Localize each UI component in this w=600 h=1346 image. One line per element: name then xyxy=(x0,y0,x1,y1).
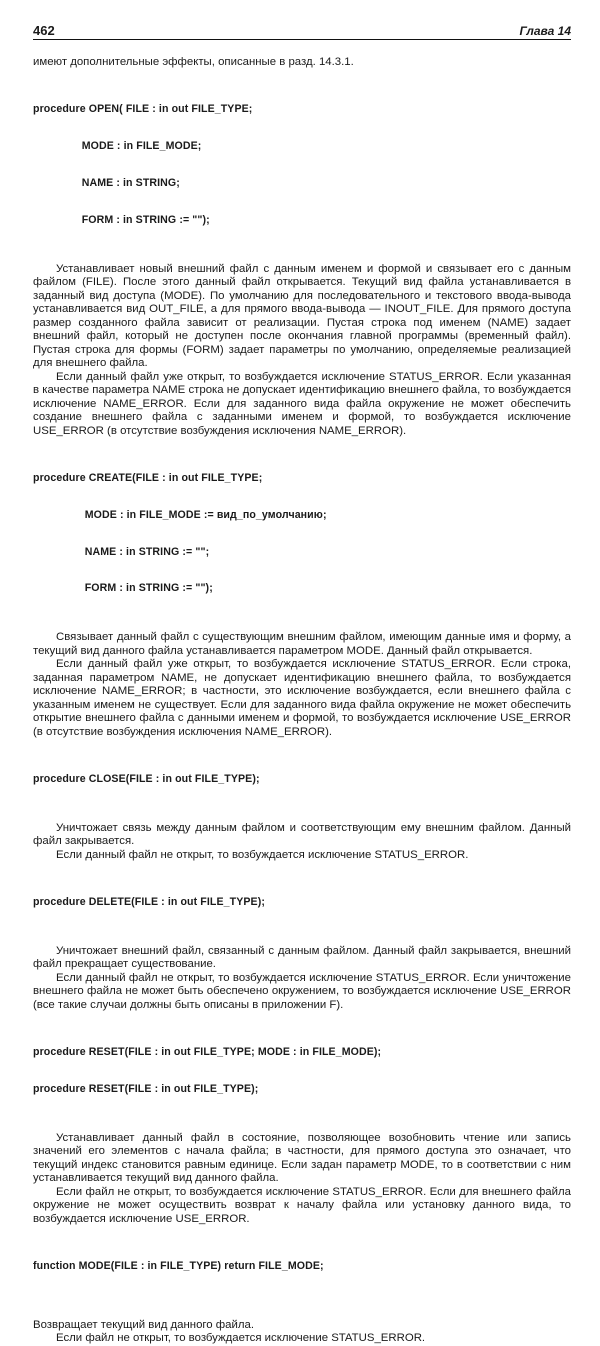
paragraph: Устанавливает новый внешний файл с данным именем и формой и связывает его с данным файлом (FILE). После этого данный файл открывается. Текущий вид файла устанавливается в заданный вид доступа (MODE). По умолчанию для последовательного и текстового ввода-вывода устанавливается вид OUT_FILE, а для прямого ввода-вывода — INOUT_FILE. Для прямого доступа размер созданного файла зависит от реализации. Пустая строка под именем (NAME) задает внешний файл, который не доступен после окончания главной программы (временный файл). Пустая строка для формы (FORM) задает параметры по умолчанию, определяемые реализацией для внешнего файла. xyxy=(33,262,571,370)
paragraph: Если данный файл уже открыт, то возбуждается исключение STATUS_ERROR. Если указанная в качестве параметра NAME строка не допускает идентификацию внешнего файла, то возбуждается исключение NAME_ERROR. Если для заданного вида файла окружение не может обеспечить создание внешнего файла с заданными именем и формой, то возбуждается исключение USE_ERROR (в отсутствие возбуждения исключения NAME_ERROR). xyxy=(33,370,571,437)
code-line: procedure CREATE(FILE : in out FILE_TYPE; xyxy=(33,471,263,484)
code-line: MODE : in FILE_MODE; xyxy=(33,139,202,152)
code-line: function MODE(FILE : in FILE_TYPE) return FILE_MODE; xyxy=(33,1259,324,1272)
code-line: procedure DELETE(FILE : in out FILE_TYPE); xyxy=(33,895,265,908)
paragraph: Если данный файл не открыт, то возбуждается исключение STATUS_ERROR. Если уничтожение внешнего файла не может быть обеспечено окружением, то возбуждается исключение USE_ERROR (все такие случаи должны быть описаны в приложении F). xyxy=(33,971,571,1011)
code-line: FORM : in STRING := ""); xyxy=(33,582,213,595)
paragraph: Уничтожает внешний файл, связанный с данным файлом. Данный файл закрывается, внешний файл прекращает существование. xyxy=(33,944,571,971)
page-body xyxy=(33,56,571,1346)
code-line: NAME : in STRING := ""; xyxy=(33,545,210,558)
paragraph: Если данный файл не открыт, то возбуждается исключение STATUS_ERROR. xyxy=(56,848,469,861)
chapter-title: Глава 14 xyxy=(519,24,571,38)
paragraph: Если файл не открыт, то возбуждается исключение STATUS_ERROR. xyxy=(56,1332,426,1345)
delete-signature xyxy=(33,871,571,932)
open-signature xyxy=(33,79,571,251)
code-line: FORM : in STRING := ""); xyxy=(33,213,210,226)
paragraph: Возвращает текущий вид данного файла. xyxy=(33,1318,255,1331)
create-signature xyxy=(33,447,571,619)
book-page xyxy=(33,18,571,1346)
code-line: procedure RESET(FILE : in out FILE_TYPE); xyxy=(33,1082,259,1095)
page-number: 462 xyxy=(33,23,55,38)
mode-signature xyxy=(33,1235,571,1296)
code-line: procedure OPEN( FILE : in out FILE_TYPE; xyxy=(33,103,253,116)
paragraph: Уничтожает связь между данным файлом и соответствующим ему внешним файлом. Данный файл закрывается. xyxy=(33,821,571,848)
intro-text: имеют дополнительные эффекты, описанные в разд. 14.3.1. xyxy=(33,56,354,68)
code-line: procedure RESET(FILE : in out FILE_TYPE; MODE : in FILE_MODE); xyxy=(33,1045,382,1058)
running-header xyxy=(33,18,571,40)
code-line: MODE : in FILE_MODE := вид_по_умолчанию; xyxy=(33,508,327,521)
code-line: procedure CLOSE(FILE : in out FILE_TYPE); xyxy=(33,772,260,785)
paragraph: Если файл не открыт, то возбуждается исключение STATUS_ERROR. Если для внешнего файла окружение не может осуществить возврат к началу файла или установку данного вида, то возбуждается исключение USE_ERROR. xyxy=(33,1185,571,1225)
paragraph: Если данный файл уже открыт, то возбуждается исключение STATUS_ERROR. Если строка, заданная параметром NAME, не допускает идентификацию внешнего файла, то возбуждается исключение NAME_ERROR; в частности, это исключение возбуждается, если внешнего файла с указанным именем не существует. Если для заданного вида файла окружение не может обеспечить открытие внешнего файла с данными именем и формой, то возбуждается исключение USE_ERROR (в отсутствие возбуждения исключения NAME_ERROR). xyxy=(33,658,571,738)
reset-signature xyxy=(33,1021,571,1119)
code-line: NAME : in STRING; xyxy=(33,176,180,189)
close-signature xyxy=(33,748,571,809)
paragraph: Связывает данный файл с существующим внешним файлом, имеющим данные имя и форму, а текущий вид данного файла устанавливается параметром MODE. Данный файл открывается. xyxy=(33,631,571,657)
paragraph: Устанавливает данный файл в состояние, позволяющее возобновить чтение или запись значений его элементов с начала файла; в частности, для прямого доступа это означает, что текущий индекс становится равным единице. Если задан параметр MODE, то в соответствии с ним устанавливается текущий вид данного файла. xyxy=(33,1131,571,1185)
